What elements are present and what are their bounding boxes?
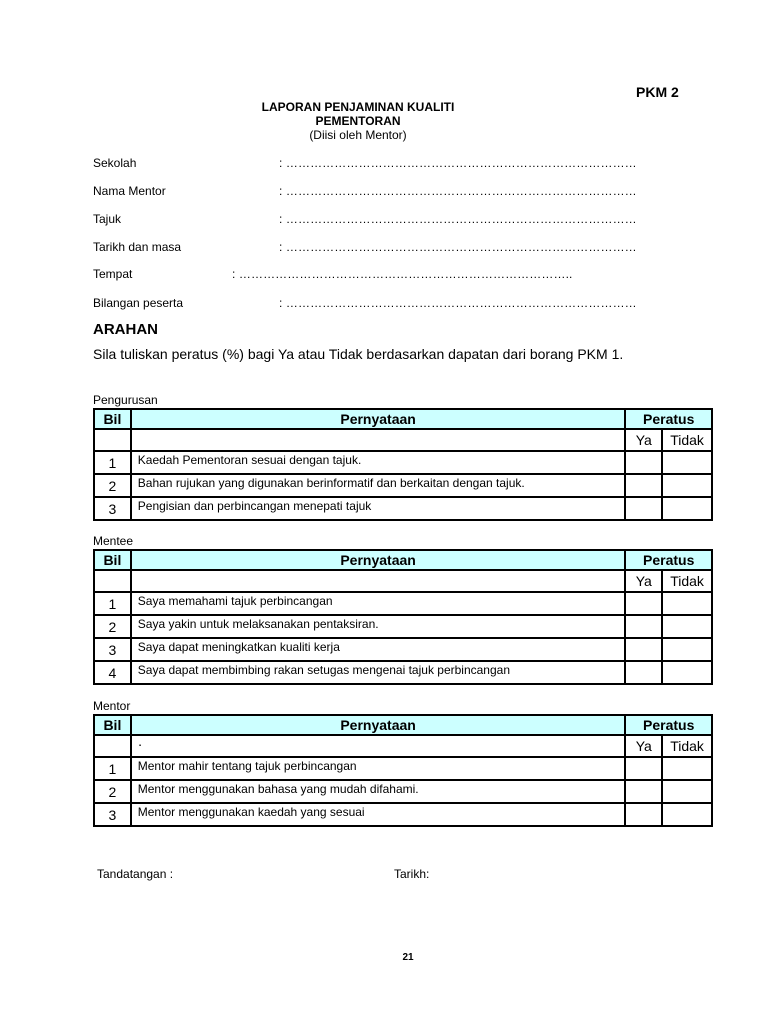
tidak-percent-cell[interactable]: [662, 497, 712, 520]
table-row: [94, 803, 712, 826]
field-label-tempat: Tempat: [93, 267, 133, 281]
table-mentor: [93, 714, 713, 827]
field-input-nama-mentor[interactable]: : ……………………………………………………………………………: [279, 184, 637, 198]
table-row: [94, 661, 712, 684]
table-row: [94, 615, 712, 638]
row-number: 3: [94, 803, 131, 826]
subheader-ya: Ya: [625, 429, 662, 451]
field-input-sekolah[interactable]: : ……………………………………………………………………………: [279, 156, 637, 170]
field-input-tajuk[interactable]: : ……………………………………………………………………………: [279, 212, 637, 226]
tidak-percent-cell[interactable]: [662, 451, 712, 474]
row-statement: Saya dapat membimbing rakan setugas mengenai tajuk perbincangan: [131, 661, 626, 684]
ya-percent-cell[interactable]: [625, 780, 662, 803]
table-row: [94, 497, 712, 520]
table-subheader-row: [94, 429, 712, 451]
subheader-note: [131, 429, 626, 451]
row-statement: Pengisian dan perbincangan menepati tajuk: [131, 497, 626, 520]
tidak-percent-cell[interactable]: [662, 757, 712, 780]
row-number: 3: [94, 497, 131, 520]
subheader-tidak: Tidak: [662, 429, 712, 451]
subheader-tidak: Tidak: [662, 570, 712, 592]
tidak-percent-cell[interactable]: [662, 615, 712, 638]
tidak-percent-cell[interactable]: [662, 661, 712, 684]
subheader-blank: [94, 735, 131, 757]
document-subtitle: (Diisi oleh Mentor): [309, 128, 407, 142]
row-statement: Saya yakin untuk melaksanakan pentaksiran.: [131, 615, 626, 638]
table-subheader-row: [94, 735, 712, 757]
subheader-ya: Ya: [625, 735, 662, 757]
ya-percent-cell[interactable]: [625, 451, 662, 474]
form-code: PKM 2: [636, 84, 679, 100]
field-input-bilangan-peserta[interactable]: : ……………………………………………………………………………: [279, 296, 637, 310]
row-statement: Mentor menggunakan kaedah yang sesuai: [131, 803, 626, 826]
ya-percent-cell[interactable]: [625, 592, 662, 615]
document-title: LAPORAN PENJAMINAN KUALITI: [261, 100, 455, 114]
ya-percent-cell[interactable]: [625, 661, 662, 684]
section-label-pengurusan: Pengurusan: [93, 393, 158, 407]
header-bil: Bil: [94, 715, 131, 735]
table-row: [94, 451, 712, 474]
page-number: 21: [402, 952, 414, 963]
ya-percent-cell[interactable]: [625, 474, 662, 497]
row-statement: Kaedah Pementoran sesuai dengan tajuk.: [131, 451, 626, 474]
row-number: 2: [94, 474, 131, 497]
table-row: [94, 757, 712, 780]
table-header-row: [94, 715, 712, 735]
header-peratus: Peratus: [625, 550, 712, 570]
header-peratus: Peratus: [625, 409, 712, 429]
row-number: 4: [94, 661, 131, 684]
row-statement: Mentor menggunakan bahasa yang mudah difahami.: [131, 780, 626, 803]
subheader-blank: [94, 570, 131, 592]
table-header-row: [94, 409, 712, 429]
row-statement: Saya dapat meningkatkan kualiti kerja: [131, 638, 626, 661]
tidak-percent-cell[interactable]: [662, 592, 712, 615]
row-statement: Saya memahami tajuk perbincangan: [131, 592, 626, 615]
row-number: 3: [94, 638, 131, 661]
header-bil: Bil: [94, 409, 131, 429]
subheader-note: ·: [131, 735, 626, 757]
header-bil: Bil: [94, 550, 131, 570]
instruction-text: Sila tuliskan peratus (%) bagi Ya atau Tidak berdasarkan dapatan dari borang PKM 1.: [93, 346, 624, 362]
row-number: 1: [94, 592, 131, 615]
table-mentee: [93, 549, 713, 685]
ya-percent-cell[interactable]: [625, 497, 662, 520]
header-pernyataan: Pernyataan: [131, 550, 626, 570]
section-heading-arahan: ARAHAN: [93, 321, 158, 338]
subheader-tidak: Tidak: [662, 735, 712, 757]
header-peratus: Peratus: [625, 715, 712, 735]
section-label-mentor: Mentor: [93, 699, 131, 713]
tidak-percent-cell[interactable]: [662, 780, 712, 803]
date-label: Tarikh:: [394, 867, 430, 881]
field-label-nama-mentor: Nama Mentor: [93, 184, 166, 198]
document-title-line2: PEMENTORAN: [315, 114, 401, 128]
field-label-tarikh-masa: Tarikh dan masa: [93, 240, 182, 254]
table-row: [94, 638, 712, 661]
row-number: 2: [94, 780, 131, 803]
field-label-sekolah: Sekolah: [93, 156, 137, 170]
table-header-row: [94, 550, 712, 570]
section-label-mentee: Mentee: [93, 534, 134, 548]
signature-label: Tandatangan :: [97, 867, 174, 881]
row-number: 2: [94, 615, 131, 638]
subheader-note: [131, 570, 626, 592]
ya-percent-cell[interactable]: [625, 615, 662, 638]
row-number: 1: [94, 451, 131, 474]
field-label-tajuk: Tajuk: [93, 212, 122, 226]
row-number: 1: [94, 757, 131, 780]
field-input-tarikh-masa[interactable]: : ……………………………………………………………………………: [279, 240, 637, 254]
table-row: [94, 592, 712, 615]
row-statement: Bahan rujukan yang digunakan berinformatif dan berkaitan dengan tajuk.: [131, 474, 626, 497]
tidak-percent-cell[interactable]: [662, 474, 712, 497]
field-label-bilangan-peserta: Bilangan peserta: [93, 296, 184, 310]
table-subheader-row: [94, 570, 712, 592]
ya-percent-cell[interactable]: [625, 757, 662, 780]
field-input-tempat[interactable]: : ………………………………………………………………………..: [232, 267, 573, 281]
header-pernyataan: Pernyataan: [131, 715, 626, 735]
table-row: [94, 474, 712, 497]
table-pengurusan: [93, 408, 713, 521]
tidak-percent-cell[interactable]: [662, 803, 712, 826]
header-pernyataan: Pernyataan: [131, 409, 626, 429]
table-row: [94, 780, 712, 803]
ya-percent-cell[interactable]: [625, 638, 662, 661]
row-statement: Mentor mahir tentang tajuk perbincangan: [131, 757, 626, 780]
ya-percent-cell[interactable]: [625, 803, 662, 826]
subheader-ya: Ya: [625, 570, 662, 592]
tidak-percent-cell[interactable]: [662, 638, 712, 661]
subheader-blank: [94, 429, 131, 451]
